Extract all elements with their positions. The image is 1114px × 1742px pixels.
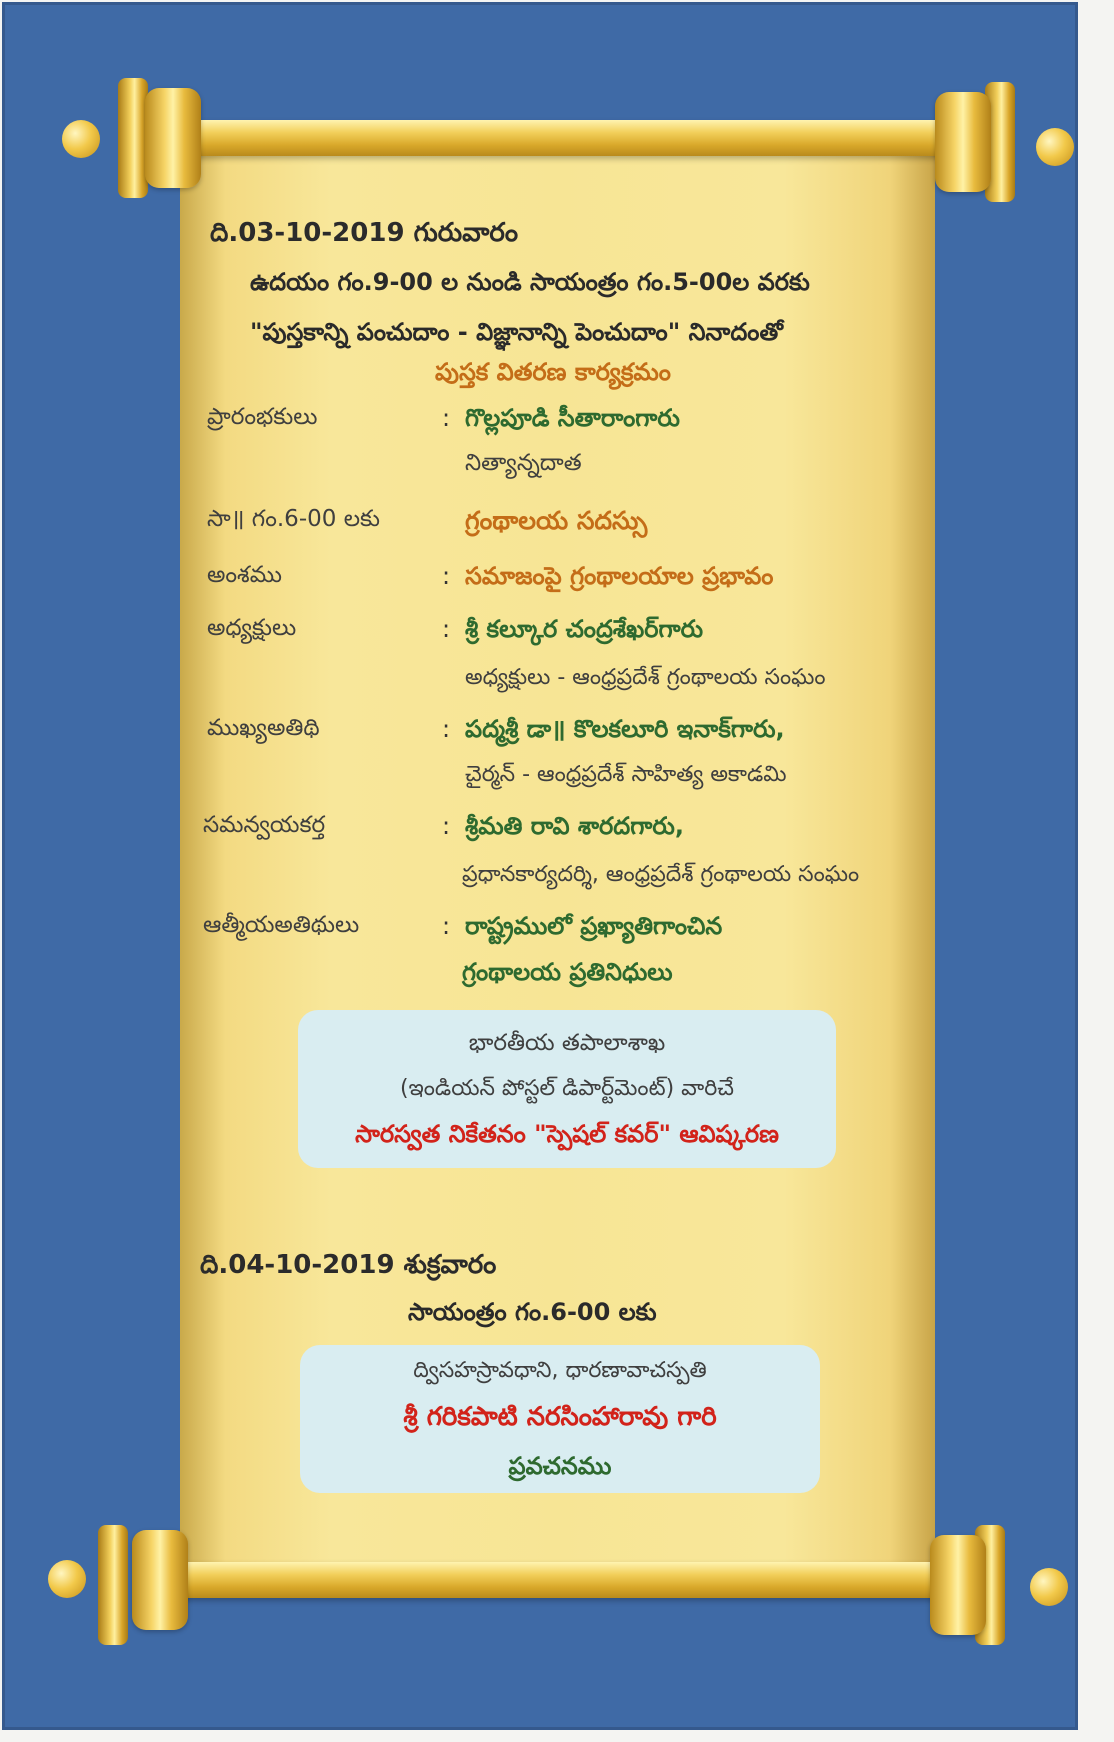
guests-line2: గ్రంథాలయ ప్రతినిధులు xyxy=(462,958,673,986)
chief-guest-role: చైర్మన్ - ఆంధ్రప్రదేశ్ సాహిత్య అకాడమి xyxy=(465,762,787,787)
chief-guest-colon: : xyxy=(442,715,451,743)
inaugurator-colon: : xyxy=(442,404,451,432)
president-colon: : xyxy=(442,615,451,643)
inaugurator-name: గొల్లపూడి సీతారాంగారు xyxy=(465,404,680,432)
speech-line2: శ్రీ గరికపాటి నరసింహారావు గారి xyxy=(403,1402,717,1432)
day1-date: ది.03-10-2019 గురువారం xyxy=(210,218,519,248)
topic-label: అంశము xyxy=(207,562,283,588)
guests-line1: రాష్ట్రములో ప్రఖ్యాతిగాంచిన xyxy=(465,912,723,940)
evening-time: సా॥ గం.6-00 లకు xyxy=(207,506,380,532)
guests-label: ఆత్మీయఅతిథులు xyxy=(203,912,360,938)
day1-slogan: "పుస్తకాన్ని పంచుదాం - విజ్ఞానాన్ని పెంచుదాం" నినాదంతో xyxy=(250,318,783,346)
postal-line3: సారస్వత నికేతనం "స్పెషల్ కవర్" ఆవిష్కరణ xyxy=(355,1120,779,1148)
chief-guest-label: ముఖ్యఅతిథి xyxy=(207,715,320,741)
coordinator-colon: : xyxy=(442,812,451,840)
guests-colon: : xyxy=(442,912,451,940)
day2-date: ది.04-10-2019 శుక్రవారం xyxy=(200,1250,497,1280)
postal-line2: (ఇండియన్ పోస్టల్ డిపార్ట్‌మెంట్) వారిచే xyxy=(400,1076,734,1101)
chief-guest-name: పద్మశ్రీ డా॥ కొలకలూరి ఇనాక్‌గారు, xyxy=(465,715,785,743)
coordinator-role: ప్రధానకార్యదర్శి, ఆంధ్రప్రదేశ్ గ్రంథాలయ సంఘం xyxy=(462,862,860,887)
speech-line3: ప్రవచనము xyxy=(508,1452,612,1480)
inaugurator-role: నిత్యాన్నదాత xyxy=(465,450,582,476)
topic-colon: : xyxy=(442,562,451,590)
evening-event: గ్రంథాలయ సదస్సు xyxy=(465,506,648,535)
president-label: అధ్యక్షులు xyxy=(207,615,297,641)
inaugurator-label: ప్రారంభకులు xyxy=(207,404,318,430)
president-role: అధ్యక్షులు - ఆంధ్రప్రదేశ్ గ్రంథాలయ సంఘం xyxy=(465,665,826,690)
president-name: శ్రీ కల్కూర చంద్రశేఖర్‌గారు xyxy=(465,615,704,643)
coordinator-label: సమన్వయకర్త xyxy=(203,812,326,838)
day1-timing: ఉదయం గం.9-00 ల నుండి సాయంత్రం గం.5-00ల వరకు xyxy=(250,268,810,296)
postal-line1: భారతీయ తపాలాశాఖ xyxy=(468,1030,666,1056)
coordinator-name: శ్రీమతి రావి శారదగారు, xyxy=(465,812,684,840)
day1-event-title: పుస్తక వితరణ కార్యక్రమం xyxy=(435,358,671,386)
speech-line1: ద్విసహస్రావధాని, ధారణావాచస్పతి xyxy=(413,1358,707,1383)
topic-text: సమాజంపై గ్రంథాలయాల ప్రభావం xyxy=(465,562,774,590)
day2-timing: సాయంత్రం గం.6-00 లకు xyxy=(408,1298,657,1326)
